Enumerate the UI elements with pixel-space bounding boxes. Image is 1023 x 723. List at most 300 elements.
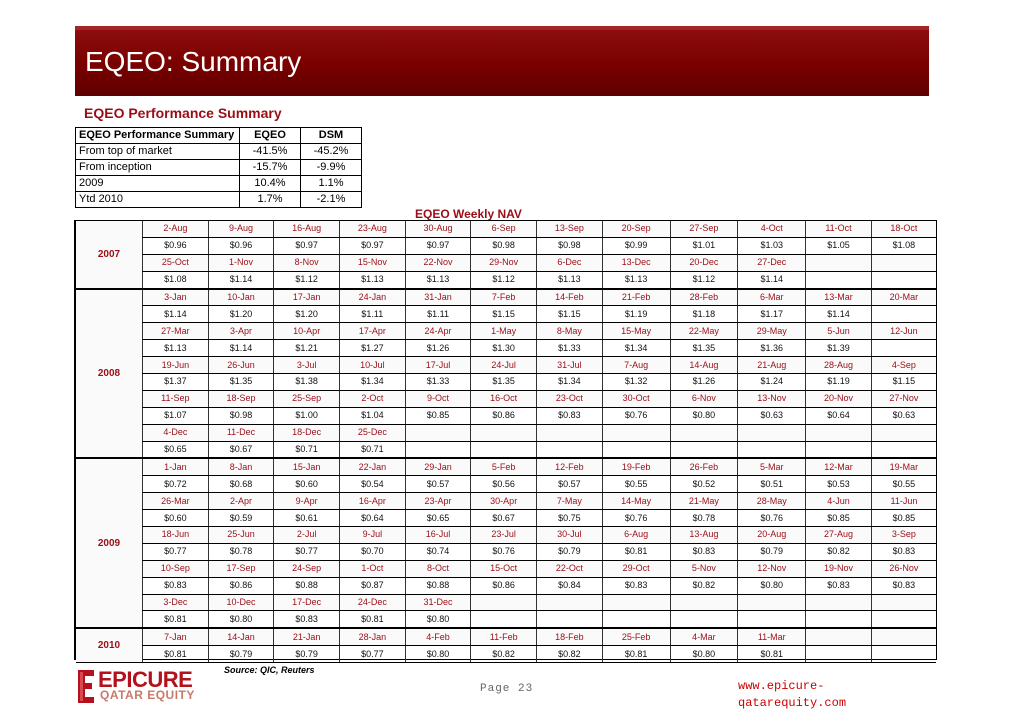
nav-value-cell: $1.14	[806, 306, 872, 323]
nav-date-row	[76, 527, 936, 544]
nav-value-cell: $1.27	[340, 340, 406, 357]
nav-date-cell: 13-Mar	[806, 289, 872, 306]
nav-value-row	[76, 611, 936, 628]
nav-date-row	[76, 289, 936, 306]
nav-date-cell: 29-Jan	[405, 458, 471, 475]
nav-value-cell: $1.20	[208, 306, 274, 323]
nav-value-cell	[871, 611, 936, 628]
nav-value-cell: $0.60	[143, 510, 209, 527]
nav-date-cell: 30-Aug	[405, 221, 471, 237]
nav-value-cell: $1.21	[274, 340, 340, 357]
nav-date-cell: 1-Oct	[340, 560, 406, 577]
nav-date-cell: 19-Feb	[602, 458, 670, 475]
nav-date-cell: 26-Nov	[871, 560, 936, 577]
nav-date-cell: 6-Nov	[670, 390, 738, 407]
nav-date-cell: 14-Feb	[537, 289, 603, 306]
performance-label: From inception	[76, 160, 240, 176]
nav-date-cell: 1-May	[471, 323, 537, 340]
nav-value-cell: $0.81	[143, 611, 209, 628]
nav-value-row	[76, 543, 936, 560]
nav-date-cell	[806, 628, 872, 645]
nav-date-cell: 30-Jul	[537, 527, 603, 544]
nav-date-cell	[871, 628, 936, 645]
nav-date-cell	[871, 424, 936, 441]
nav-value-cell: $0.76	[602, 510, 670, 527]
performance-row	[76, 160, 362, 176]
nav-value-cell: $0.80	[208, 611, 274, 628]
nav-value-row	[76, 441, 936, 458]
nav-date-cell: 6-Sep	[471, 221, 537, 237]
nav-date-cell: 18-Dec	[274, 424, 340, 441]
nav-value-cell: $0.77	[340, 646, 406, 663]
nav-value-cell: $0.86	[471, 577, 537, 594]
nav-date-cell: 25-Sep	[274, 390, 340, 407]
nav-date-cell: 28-Feb	[670, 289, 738, 306]
nav-date-cell: 3-Jan	[143, 289, 209, 306]
nav-date-row	[76, 493, 936, 510]
nav-value-cell: $0.68	[208, 476, 274, 493]
logo-subtitle: QATAR EQUITY	[100, 688, 195, 702]
nav-value-cell	[471, 441, 537, 458]
nav-value-cell: $1.17	[738, 306, 806, 323]
nav-value-cell: $0.81	[602, 646, 670, 663]
nav-value-cell: $1.34	[602, 340, 670, 357]
nav-value-cell: $1.13	[537, 271, 603, 288]
nav-value-cell: $0.67	[208, 441, 274, 458]
nav-value-cell: $0.80	[738, 577, 806, 594]
nav-date-cell: 18-Sep	[208, 390, 274, 407]
nav-value-cell: $0.82	[806, 543, 872, 560]
nav-date-cell: 6-Aug	[602, 527, 670, 544]
nav-value-row	[76, 577, 936, 594]
nav-date-cell: 3-Jul	[274, 357, 340, 374]
nav-value-cell: $0.96	[208, 237, 274, 254]
nav-value-cell: $1.14	[208, 340, 274, 357]
nav-date-cell: 13-Sep	[537, 221, 603, 237]
nav-date-cell: 2-Oct	[340, 390, 406, 407]
nav-value-row	[76, 407, 936, 424]
nav-date-cell: 6-Mar	[738, 289, 806, 306]
nav-value-cell: $0.83	[602, 577, 670, 594]
nav-value-cell: $0.82	[670, 577, 738, 594]
nav-value-cell: $1.11	[405, 306, 471, 323]
performance-value: 10.4%	[240, 176, 301, 192]
nav-date-cell: 10-Jul	[340, 357, 406, 374]
nav-value-cell	[537, 611, 603, 628]
nav-date-cell: 21-May	[670, 493, 738, 510]
nav-date-cell: 19-Mar	[871, 458, 936, 475]
nav-value-cell: $0.76	[602, 407, 670, 424]
nav-value-row	[76, 374, 936, 391]
website-link[interactable]	[738, 678, 846, 712]
nav-date-cell	[602, 424, 670, 441]
nav-date-cell: 14-Jan	[208, 628, 274, 645]
nav-value-cell: $0.88	[405, 577, 471, 594]
nav-value-cell: $0.96	[143, 237, 209, 254]
nav-date-cell: 22-Oct	[537, 560, 603, 577]
nav-value-cell: $0.55	[871, 476, 936, 493]
nav-value-cell: $0.75	[537, 510, 603, 527]
nav-value-cell: $0.71	[274, 441, 340, 458]
nav-date-cell: 19-Nov	[806, 560, 872, 577]
nav-date-cell: 4-Jun	[806, 493, 872, 510]
nav-value-cell: $0.65	[143, 441, 209, 458]
nav-value-cell: $0.80	[405, 611, 471, 628]
logo-name: EPICURE	[98, 667, 193, 692]
performance-value: -15.7%	[240, 160, 301, 176]
nav-date-cell	[806, 594, 872, 611]
performance-header-row	[76, 128, 362, 144]
nav-value-cell: $0.81	[340, 611, 406, 628]
nav-date-cell: 5-Jun	[806, 323, 872, 340]
nav-value-cell: $0.76	[471, 543, 537, 560]
nav-value-cell: $0.67	[471, 510, 537, 527]
nav-value-cell: $1.26	[405, 340, 471, 357]
nav-value-cell: $1.34	[340, 374, 406, 391]
nav-value-cell	[806, 441, 872, 458]
nav-date-cell: 12-Feb	[537, 458, 603, 475]
nav-date-cell: 25-Dec	[340, 424, 406, 441]
nav-date-cell: 27-Sep	[670, 221, 738, 237]
nav-date-cell: 27-Mar	[143, 323, 209, 340]
nav-value-row	[76, 510, 936, 527]
nav-date-cell: 30-Oct	[602, 390, 670, 407]
nav-value-cell: $1.19	[806, 374, 872, 391]
nav-value-cell: $0.81	[738, 646, 806, 663]
nav-date-cell: 10-Dec	[208, 594, 274, 611]
nav-value-cell: $0.83	[537, 407, 603, 424]
nav-date-row	[76, 323, 936, 340]
nav-date-cell: 11-Feb	[471, 628, 537, 645]
nav-value-row	[76, 646, 936, 663]
nav-value-cell	[806, 271, 872, 288]
nav-value-cell: $1.01	[670, 237, 738, 254]
nav-date-cell: 24-Jul	[471, 357, 537, 374]
nav-value-cell: $0.64	[806, 407, 872, 424]
nav-value-cell: $0.83	[274, 611, 340, 628]
nav-year-label: 2009	[76, 458, 143, 628]
nav-date-cell: 11-Dec	[208, 424, 274, 441]
nav-date-cell	[471, 594, 537, 611]
nav-value-cell: $0.51	[738, 476, 806, 493]
performance-row	[76, 144, 362, 160]
nav-value-cell: $1.35	[471, 374, 537, 391]
nav-value-cell: $1.07	[143, 407, 209, 424]
performance-header: EQEO	[240, 128, 301, 144]
nav-date-cell: 13-Aug	[670, 527, 738, 544]
nav-date-cell: 31-Jul	[537, 357, 603, 374]
nav-date-cell: 2-Jul	[274, 527, 340, 544]
nav-date-cell: 9-Aug	[208, 221, 274, 237]
nav-date-row	[76, 254, 936, 271]
nav-date-cell: 9-Apr	[274, 493, 340, 510]
nav-value-cell: $0.88	[274, 577, 340, 594]
nav-value-cell: $0.80	[405, 646, 471, 663]
nav-value-cell	[405, 441, 471, 458]
nav-date-cell: 7-Jan	[143, 628, 209, 645]
nav-date-cell: 24-Dec	[340, 594, 406, 611]
nav-date-cell: 20-Sep	[602, 221, 670, 237]
nav-table-frame	[74, 220, 937, 660]
nav-date-cell: 24-Sep	[274, 560, 340, 577]
nav-value-cell: $0.85	[871, 510, 936, 527]
nav-date-cell: 7-Feb	[471, 289, 537, 306]
nav-date-cell: 4-Feb	[405, 628, 471, 645]
nav-date-cell: 3-Sep	[871, 527, 936, 544]
nav-date-cell: 28-Jan	[340, 628, 406, 645]
performance-label: From top of market	[76, 144, 240, 160]
nav-date-cell: 21-Aug	[738, 357, 806, 374]
nav-date-cell: 15-Oct	[471, 560, 537, 577]
performance-table	[75, 127, 362, 208]
nav-date-cell: 24-Jan	[340, 289, 406, 306]
nav-date-cell	[602, 594, 670, 611]
nav-date-cell: 17-Dec	[274, 594, 340, 611]
nav-date-cell: 30-Apr	[471, 493, 537, 510]
nav-year-label: 2008	[76, 289, 143, 459]
nav-value-cell: $0.79	[738, 543, 806, 560]
nav-value-cell: $1.39	[806, 340, 872, 357]
nav-value-cell: $1.13	[405, 271, 471, 288]
nav-date-row	[76, 357, 936, 374]
nav-value-row	[76, 271, 936, 288]
nav-value-cell	[806, 611, 872, 628]
nav-date-cell: 8-Nov	[274, 254, 340, 271]
nav-date-cell: 5-Mar	[738, 458, 806, 475]
nav-date-cell	[670, 594, 738, 611]
nav-value-cell: $1.35	[670, 340, 738, 357]
nav-value-cell: $0.83	[871, 543, 936, 560]
nav-date-cell: 22-Jan	[340, 458, 406, 475]
nav-value-cell	[738, 441, 806, 458]
nav-date-cell: 13-Dec	[602, 254, 670, 271]
nav-value-cell: $0.81	[602, 543, 670, 560]
nav-value-cell: $1.00	[274, 407, 340, 424]
nav-date-cell: 4-Oct	[738, 221, 806, 237]
nav-date-cell: 4-Dec	[143, 424, 209, 441]
nav-value-cell: $0.65	[405, 510, 471, 527]
nav-value-cell: $1.04	[340, 407, 406, 424]
nav-date-cell: 16-Aug	[274, 221, 340, 237]
nav-value-cell: $0.61	[274, 510, 340, 527]
nav-value-cell: $1.37	[143, 374, 209, 391]
nav-date-cell: 15-May	[602, 323, 670, 340]
nav-value-cell: $0.72	[143, 476, 209, 493]
nav-date-cell: 10-Apr	[274, 323, 340, 340]
nav-value-cell: $1.08	[871, 237, 936, 254]
nav-date-cell: 23-Jul	[471, 527, 537, 544]
nav-date-cell: 11-Mar	[738, 628, 806, 645]
performance-header: DSM	[301, 128, 362, 144]
nav-date-cell	[738, 594, 806, 611]
nav-date-cell: 1-Jan	[143, 458, 209, 475]
nav-value-row	[76, 476, 936, 493]
nav-value-cell	[670, 611, 738, 628]
nav-date-cell: 5-Feb	[471, 458, 537, 475]
nav-date-cell: 27-Nov	[871, 390, 936, 407]
nav-value-cell: $0.85	[806, 510, 872, 527]
nav-value-cell	[871, 271, 936, 288]
nav-date-cell: 2-Aug	[143, 221, 209, 237]
source-note: Source: QIC, Reuters	[224, 665, 315, 675]
nav-date-cell: 15-Jan	[274, 458, 340, 475]
nav-date-cell: 5-Nov	[670, 560, 738, 577]
nav-date-cell	[471, 424, 537, 441]
nav-value-cell: $1.38	[274, 374, 340, 391]
weekly-nav-table	[76, 221, 936, 663]
nav-date-cell: 17-Apr	[340, 323, 406, 340]
nav-value-cell: $1.12	[471, 271, 537, 288]
nav-value-cell	[871, 646, 936, 663]
nav-date-cell: 28-Aug	[806, 357, 872, 374]
nav-date-cell: 26-Feb	[670, 458, 738, 475]
nav-date-row	[76, 628, 936, 645]
url-line-1: www.epicure-	[738, 679, 825, 693]
page-title: EQEO: Summary	[85, 46, 302, 77]
nav-value-cell: $1.12	[670, 271, 738, 288]
nav-date-cell: 18-Jun	[143, 527, 209, 544]
nav-value-cell: $0.53	[806, 476, 872, 493]
nav-value-cell: $1.13	[602, 271, 670, 288]
nav-date-cell: 24-Apr	[405, 323, 471, 340]
nav-date-cell: 10-Jan	[208, 289, 274, 306]
nav-date-cell: 17-Jan	[274, 289, 340, 306]
nav-value-cell: $0.98	[537, 237, 603, 254]
nav-date-cell	[537, 424, 603, 441]
nav-value-cell	[738, 611, 806, 628]
nav-value-cell: $1.15	[471, 306, 537, 323]
nav-date-cell: 21-Jan	[274, 628, 340, 645]
nav-date-cell: 23-Oct	[537, 390, 603, 407]
nav-value-cell: $0.77	[143, 543, 209, 560]
nav-date-cell: 4-Sep	[871, 357, 936, 374]
performance-value: -2.1%	[301, 192, 362, 208]
nav-value-cell: $1.14	[143, 306, 209, 323]
nav-value-cell: $1.34	[537, 374, 603, 391]
performance-label: 2009	[76, 176, 240, 192]
nav-year-label: 2010	[76, 628, 143, 662]
nav-date-cell	[537, 594, 603, 611]
nav-value-cell: $0.79	[274, 646, 340, 663]
nav-value-cell: $0.52	[670, 476, 738, 493]
nav-date-cell: 7-May	[537, 493, 603, 510]
nav-date-cell: 12-Mar	[806, 458, 872, 475]
nav-date-cell: 31-Dec	[405, 594, 471, 611]
nav-value-cell: $0.70	[340, 543, 406, 560]
nav-value-cell	[602, 441, 670, 458]
nav-value-cell: $1.35	[208, 374, 274, 391]
nav-value-cell: $1.33	[405, 374, 471, 391]
nav-value-cell: $0.63	[738, 407, 806, 424]
nav-value-cell: $1.18	[670, 306, 738, 323]
nav-value-cell: $1.32	[602, 374, 670, 391]
nav-value-cell: $0.54	[340, 476, 406, 493]
nav-value-cell: $0.56	[471, 476, 537, 493]
nav-date-cell: 20-Nov	[806, 390, 872, 407]
nav-date-cell: 29-Nov	[471, 254, 537, 271]
nav-date-cell: 29-May	[738, 323, 806, 340]
nav-value-cell: $0.85	[405, 407, 471, 424]
nav-date-cell: 16-Oct	[471, 390, 537, 407]
nav-date-cell: 13-Nov	[738, 390, 806, 407]
nav-value-cell: $1.12	[274, 271, 340, 288]
nav-date-cell: 8-May	[537, 323, 603, 340]
nav-value-cell: $0.82	[537, 646, 603, 663]
nav-date-cell: 20-Dec	[670, 254, 738, 271]
performance-row	[76, 192, 362, 208]
nav-value-cell: $0.83	[806, 577, 872, 594]
nav-value-cell: $0.57	[405, 476, 471, 493]
summary-heading: EQEO Performance Summary	[84, 105, 282, 121]
performance-label: Ytd 2010	[76, 192, 240, 208]
nav-date-cell: 23-Aug	[340, 221, 406, 237]
nav-value-cell: $0.98	[208, 407, 274, 424]
nav-date-cell: 22-May	[670, 323, 738, 340]
nav-value-cell: $0.60	[274, 476, 340, 493]
nav-date-cell: 4-Mar	[670, 628, 738, 645]
nav-date-cell: 1-Nov	[208, 254, 274, 271]
nav-value-cell: $1.19	[602, 306, 670, 323]
nav-date-cell	[806, 424, 872, 441]
nav-date-cell: 21-Feb	[602, 289, 670, 306]
nav-value-cell: $1.14	[208, 271, 274, 288]
title-banner	[75, 26, 929, 96]
nav-value-cell: $0.77	[274, 543, 340, 560]
nav-value-cell: $1.05	[806, 237, 872, 254]
nav-value-cell: $0.59	[208, 510, 274, 527]
nav-value-cell: $1.20	[274, 306, 340, 323]
performance-value: 1.1%	[301, 176, 362, 192]
nav-value-cell: $1.03	[738, 237, 806, 254]
performance-value: -45.2%	[301, 144, 362, 160]
nav-date-cell: 18-Oct	[871, 221, 936, 237]
nav-date-cell: 25-Jun	[208, 527, 274, 544]
nav-date-cell: 16-Apr	[340, 493, 406, 510]
nav-date-cell: 23-Apr	[405, 493, 471, 510]
nav-value-cell: $0.86	[471, 407, 537, 424]
nav-date-cell: 15-Nov	[340, 254, 406, 271]
url-line-2: qatarequity.com	[738, 696, 847, 710]
nav-value-cell: $0.80	[670, 646, 738, 663]
nav-date-cell: 9-Oct	[405, 390, 471, 407]
nav-date-cell	[871, 254, 936, 271]
nav-date-cell: 25-Oct	[143, 254, 209, 271]
nav-date-cell	[738, 424, 806, 441]
nav-value-cell: $1.13	[143, 340, 209, 357]
nav-date-cell: 2-Apr	[208, 493, 274, 510]
nav-value-row	[76, 306, 936, 323]
nav-value-cell: $0.64	[340, 510, 406, 527]
nav-value-cell: $1.36	[738, 340, 806, 357]
nav-date-cell: 22-Nov	[405, 254, 471, 271]
nav-value-cell: $0.97	[405, 237, 471, 254]
nav-date-cell: 29-Oct	[602, 560, 670, 577]
nav-date-cell: 27-Aug	[806, 527, 872, 544]
nav-date-cell: 19-Jun	[143, 357, 209, 374]
nav-date-cell: 10-Sep	[143, 560, 209, 577]
nav-date-cell: 8-Oct	[405, 560, 471, 577]
banner-highlight	[75, 26, 929, 30]
epicure-logo-icon	[78, 670, 96, 704]
nav-value-cell: $1.11	[340, 306, 406, 323]
nav-value-cell: $0.55	[602, 476, 670, 493]
nav-date-cell	[405, 424, 471, 441]
nav-date-cell: 8-Jan	[208, 458, 274, 475]
nav-date-row	[76, 594, 936, 611]
nav-value-cell: $0.79	[537, 543, 603, 560]
nav-date-cell: 17-Jul	[405, 357, 471, 374]
nav-value-cell: $1.26	[670, 374, 738, 391]
